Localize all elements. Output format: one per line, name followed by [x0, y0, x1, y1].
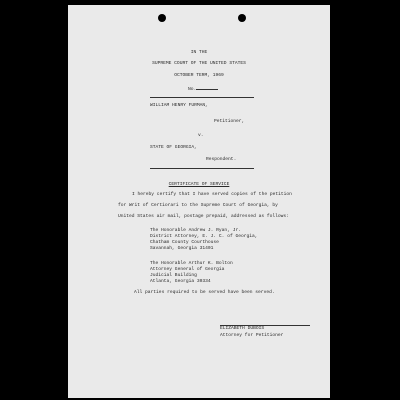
address-line: Judicial Building	[150, 273, 197, 278]
court-name: SUPREME COURT OF THE UNITED STATES	[152, 61, 246, 66]
document-page	[68, 5, 330, 398]
versus: v.	[198, 133, 204, 138]
signer-name: ELIZABETH DUBOIS	[220, 326, 265, 331]
respondent-role: Respondent.	[206, 157, 237, 162]
docket-number	[188, 85, 218, 93]
address-line: Atlanta, Georgia 30334	[150, 279, 211, 284]
certificate-body-line: I hereby certify that I have served copies of the petition	[132, 192, 292, 197]
signer-title: Attorney for Petitioner	[220, 333, 284, 338]
petitioner-role: Petitioner,	[214, 119, 245, 124]
court-intro: IN THE	[190, 50, 208, 55]
certificate-body-line: for Writ of Certiorari to the Supreme Court of Georgia, by	[118, 203, 278, 208]
certificate-body-line: United States air mail, postage prepaid, addressed as follows:	[118, 214, 289, 219]
address-line: Chatham County Courthouse	[150, 240, 219, 245]
term: OCTOBER TERM, 1969	[174, 73, 224, 78]
address-line: District Attorney, E. J. C. of Georgia,	[150, 234, 258, 239]
address-line: Attorney General of Georgia	[150, 267, 225, 272]
address-line: Savannah, Georgia 31401	[150, 246, 214, 251]
caption-rule-top	[150, 97, 254, 98]
punch-hole	[158, 14, 166, 22]
respondent-name: STATE OF GEORGIA,	[150, 145, 197, 150]
address-line: The Honorable Arthur K. Bolton	[150, 261, 233, 266]
docket-label: No.	[188, 87, 197, 92]
address-line: The Honorable Andrew J. Ryan, Jr.	[150, 228, 241, 233]
docket-blank	[196, 85, 218, 90]
petitioner-name: WILLIAM HENRY FURMAN,	[150, 103, 208, 108]
closing-statement: All parties required to be served have been served.	[134, 290, 275, 295]
caption-rule-bottom	[150, 168, 254, 169]
certificate-title: CERTIFICATE OF SERVICE	[168, 182, 230, 187]
punch-hole	[238, 14, 246, 22]
